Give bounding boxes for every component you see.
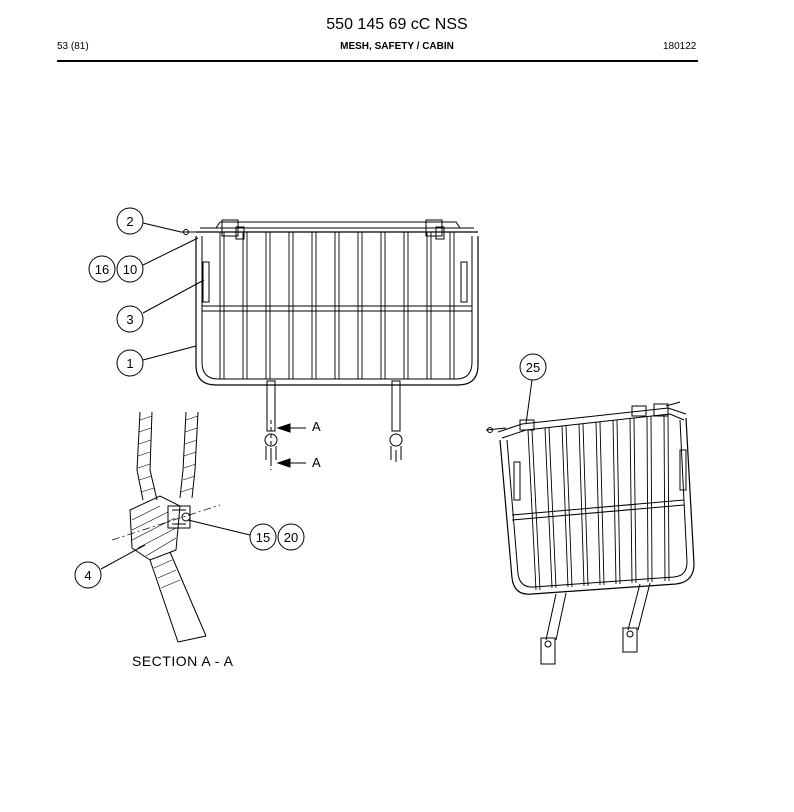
callout-4: [75, 545, 145, 588]
callout-20: [278, 524, 304, 550]
section-a-a-label: SECTION A - A: [132, 653, 234, 669]
section-a-a-detail: [112, 412, 220, 642]
svg-text:15: 15: [255, 530, 271, 545]
svg-text:2: 2: [126, 214, 134, 229]
svg-text:25: 25: [525, 360, 541, 375]
svg-text:3: 3: [126, 312, 134, 327]
callout-2: [117, 208, 181, 234]
section-mark-a-lower: A: [312, 455, 321, 470]
callout-10: [117, 238, 198, 282]
svg-text:4: 4: [84, 568, 92, 583]
svg-text:10: 10: [122, 262, 138, 277]
page-title: MESH, SAFETY / CABIN: [340, 41, 454, 52]
document-number: 550 145 69 cC NSS: [326, 16, 468, 33]
front-view-mesh: [180, 220, 478, 470]
callout-25: [520, 354, 546, 424]
section-mark-a-upper: A: [312, 419, 321, 434]
callout-3: [117, 280, 204, 332]
callout-15: [188, 520, 276, 550]
isometric-view-mesh: [486, 402, 694, 664]
svg-text:1: 1: [126, 356, 134, 371]
callout-16: [89, 256, 115, 282]
svg-text:16: 16: [94, 262, 110, 277]
page-number: 53 (81): [57, 41, 89, 52]
svg-text:20: 20: [283, 530, 299, 545]
document-date: 180122: [663, 41, 697, 52]
callout-1: [117, 346, 196, 376]
